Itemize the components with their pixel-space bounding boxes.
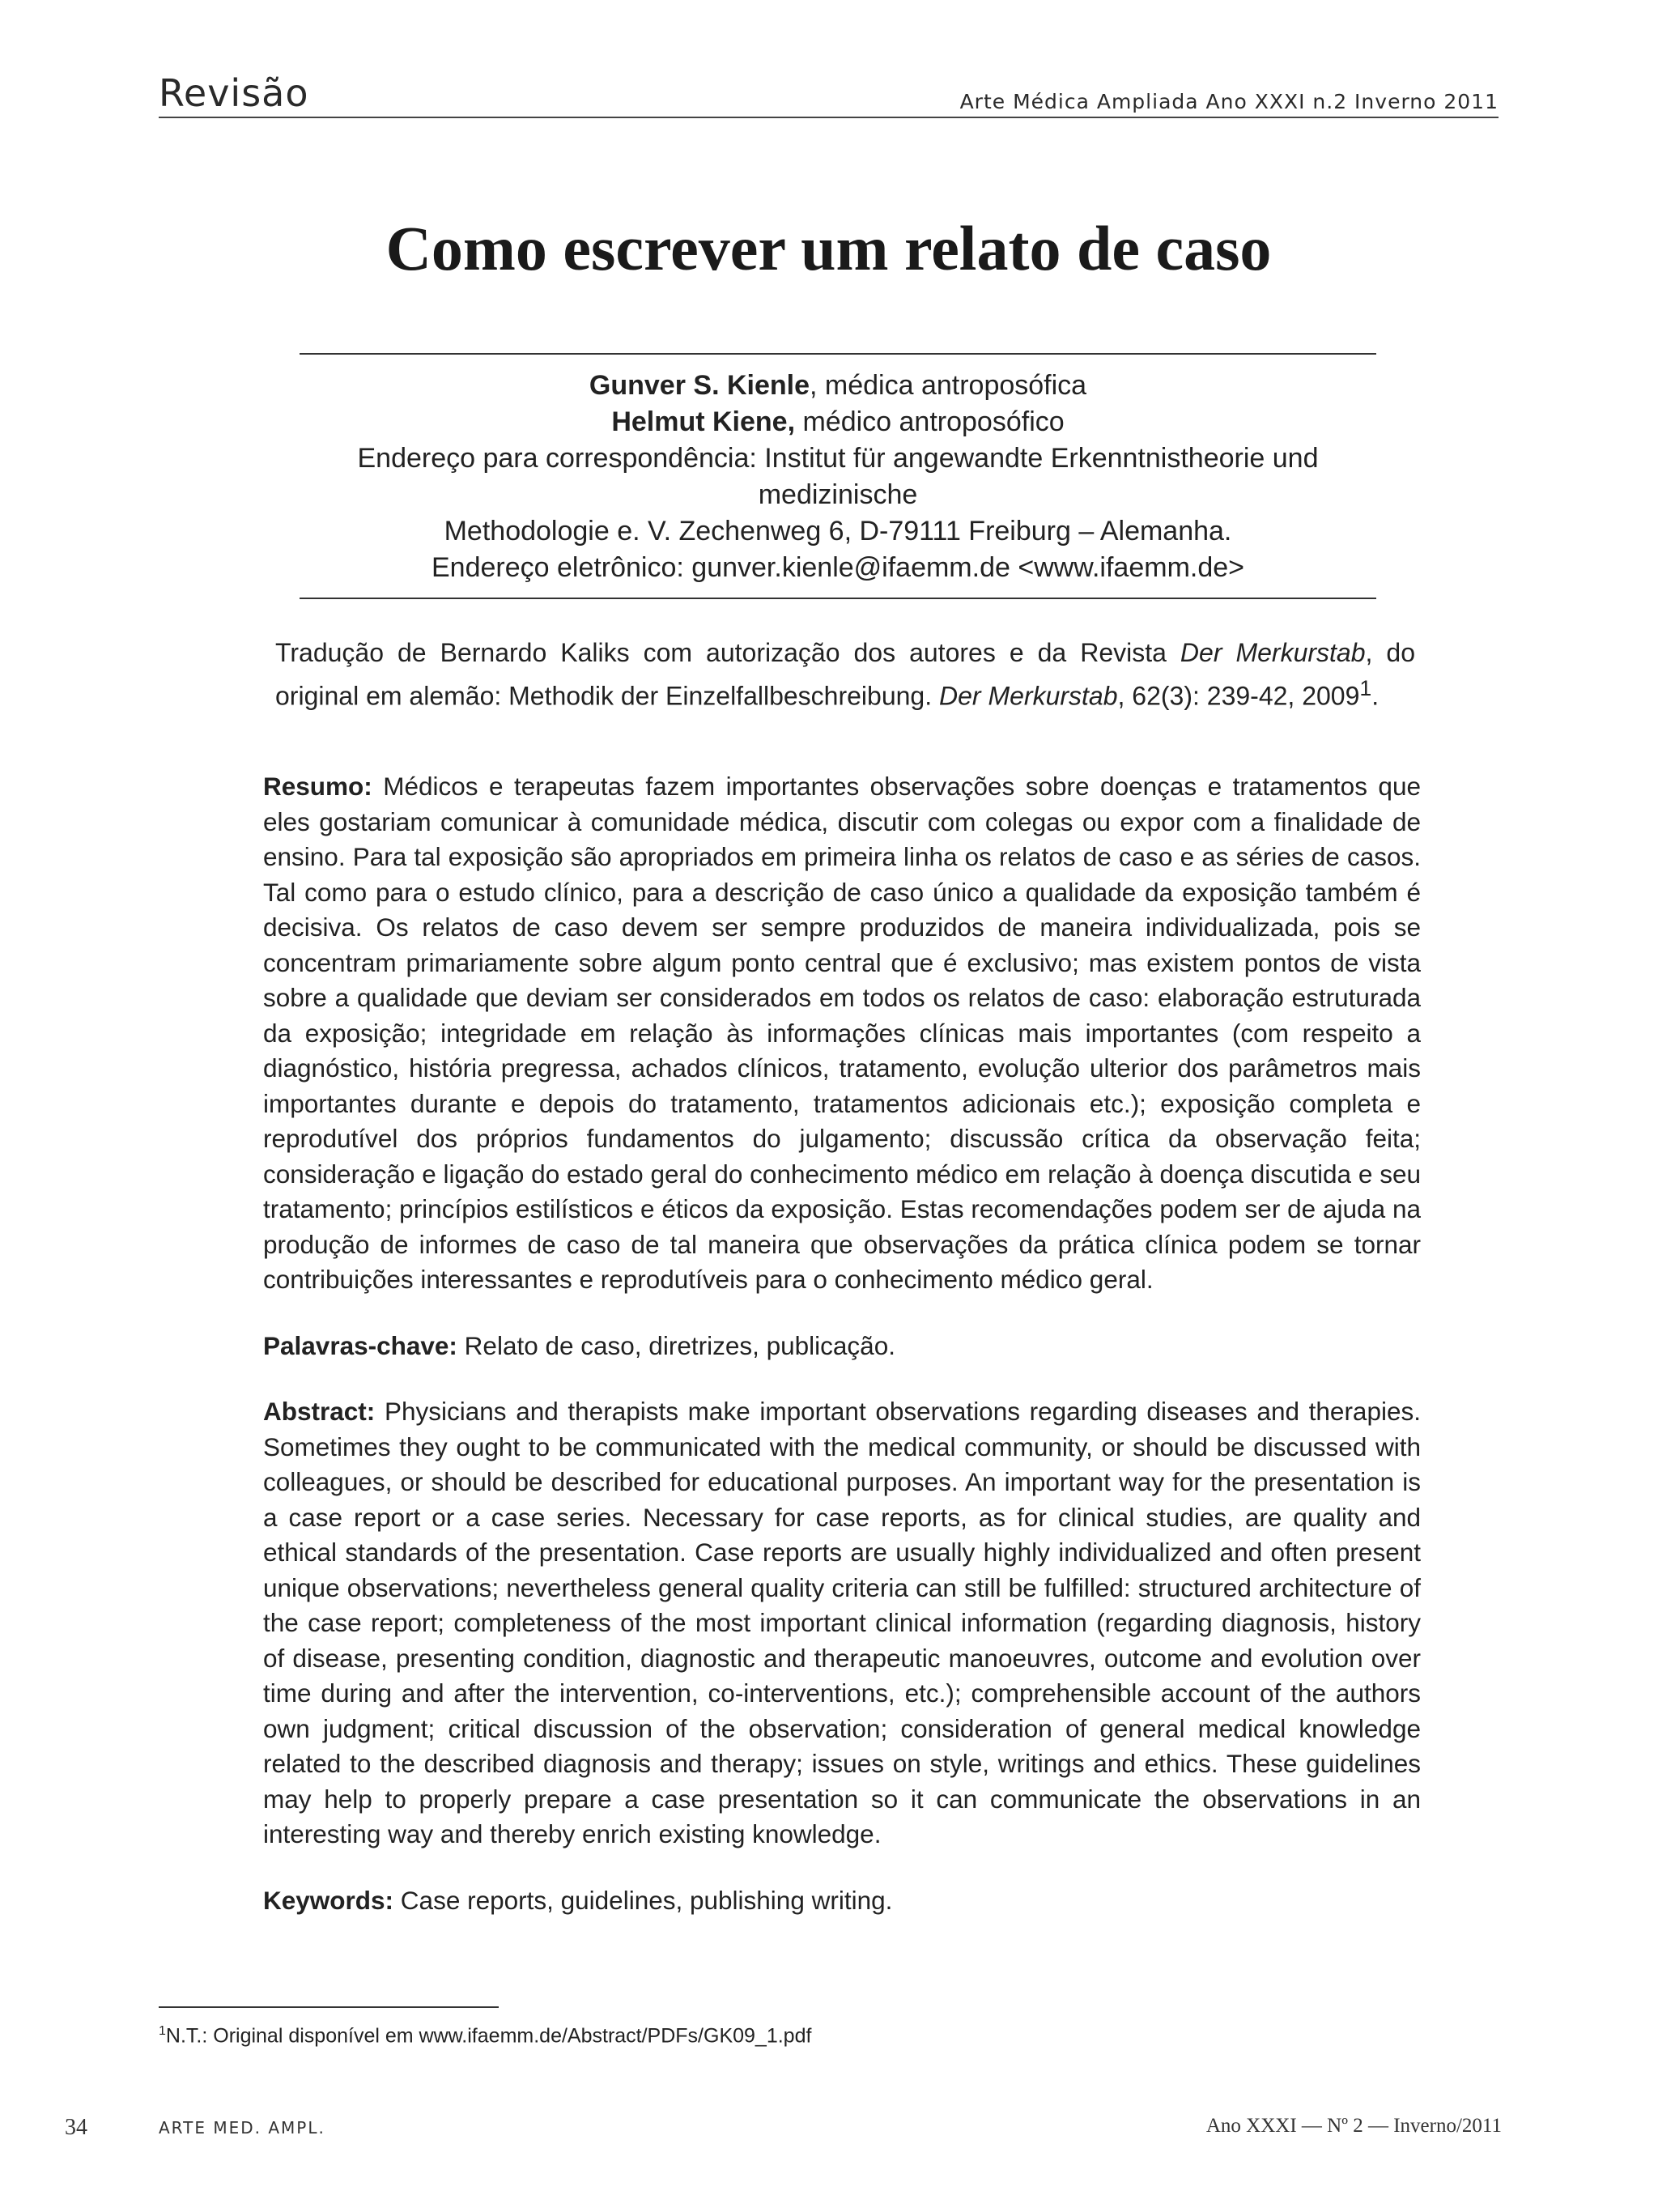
footnote xyxy=(159,2024,811,2048)
footer-issue: Ano XXXI — Nº 2 — Inverno/2011 xyxy=(1205,2115,1502,2137)
abstract-label: Abstract: xyxy=(263,1397,376,1426)
abstract-paragraph xyxy=(263,1394,1421,1853)
footnote-reference: 1 xyxy=(1359,676,1372,700)
translation-journal-2: Der Merkurstab xyxy=(939,681,1118,711)
author-1-name: Gunver S. Kienle xyxy=(589,370,810,401)
article-body xyxy=(263,769,1421,1949)
resumo-label: Resumo: xyxy=(263,772,372,801)
translation-text-4: . xyxy=(1371,681,1380,711)
resumo-text: Médicos e terapeutas fazem importantes observações sobre doenças e tratamentos que eles gostariam comunicar à comunidade médica, discutir com colegas ou expor com a finalidade de ensino. Para tal exposição são apropriados em primeira linha os relatos de caso e as séries de casos. Tal como para o estudo clínico, para a descrição de caso único a qualidade da exposição também é decisiva. Os relatos de caso devem ser sempre produzidos de maneira individualizada, pois se concentram primariamente sobre algum ponto central que é exclusivo; mas existem pontos de vista sobre a qualidade que deviam ser considerados em todos os relatos de caso: elaboração estruturada da exposição; integridade em relação às informações clínicas mais importantes (com respeito a diagnóstico, história pregressa, achados clínicos, tratamento, evolução ulterior dos parâmetros mais importantes durante e depois do tratamento, tratamentos adicionais etc.); exposição completa e reprodutível dos próprios fundamentos do julgamento; discussão crítica da observação feita; consideração e ligação do estado geral do conhecimento médico em relação à doença discutida e seu tratamento; princípios estilísticos e éticos da exposição. Estas recomendações podem ser de ajuda na produção de informes de caso de tal maneira que observações da prática clínica podem se tornar contribuições interessantes e reprodutíveis para o conhecimento médico geral. xyxy=(263,772,1421,1294)
running-header xyxy=(159,71,1499,118)
abstract-text: Physicians and therapists make important observations regarding diseases and therapies. Sometimes they ought to be communicated with the medical community, or should be discussed with colleagues, or should be described for educational purposes. An important way for the presentation is a case report or a case series. Necessary for case reports, as for clinical studies, are quality and ethical standards of the presentation. Case reports are usually highly individualized and often present unique observations; nevertheless general quality criteria can still be fulfilled: structured architecture of the case report; completeness of the most important clinical information (regarding diagnosis, history of disease, presenting condition, diagnostic and therapeutic manoeuvres, outcome and evolution over time during and after the intervention, co-interventions, etc.); comprehensible account of the authors own judgment; critical discussion of the observation; consideration of general medical knowledge related to the described diagnosis and therapy; issues on style, writings and ethics. These guidelines may help to properly prepare a case presentation so it can communicate the observations in an interesting way and thereby enrich existing knowledge. xyxy=(263,1397,1421,1848)
keywords-text: Case reports, guidelines, publishing writing. xyxy=(393,1885,893,1915)
author-2-name: Helmut Kiene, xyxy=(611,406,796,437)
footnote-rule xyxy=(159,2006,499,2008)
footnote-text: N.T.: Original disponível em www.ifaemm.de/Abstract/PDFs/GK09_1.pdf xyxy=(165,2024,812,2048)
palavras-chave-label: Palavras-chave: xyxy=(263,1330,457,1360)
address-line-2: Methodologie e. V. Zechenweg 6, D-79111 Freiburg – Alemanha. xyxy=(444,516,1232,547)
author-line-2 xyxy=(300,404,1376,440)
journal-header-label: Arte Médica Ampliada Ano XXXI n.2 Inverno 2011 xyxy=(959,90,1499,113)
author-block xyxy=(300,353,1376,599)
translation-text-2: , do original em alemão: Methodik der Einzelfallbeschreibung. xyxy=(275,638,1415,711)
resumo-paragraph xyxy=(263,769,1421,1298)
page-footer xyxy=(65,2115,1502,2147)
page-number: 34 xyxy=(65,2115,87,2140)
address-line-1: Endereço para correspondência: Institut für angewandte Erkenntnistheorie und medizinische xyxy=(357,443,1319,510)
author-block-bottom-rule xyxy=(300,598,1376,599)
email-line: Endereço eletrônico: gunver.kienle@ifaemm.de <www.ifaemm.de> xyxy=(431,552,1245,583)
article-title: Como escrever um relato de caso xyxy=(385,213,1272,283)
footnote-mark: 1 xyxy=(159,2024,166,2038)
author-1-role: , médica antroposófica xyxy=(810,370,1087,401)
translation-journal-1: Der Merkurstab xyxy=(1180,638,1366,667)
header-rule xyxy=(159,117,1499,118)
section-label: Revisão xyxy=(159,71,309,115)
keywords-label: Keywords: xyxy=(263,1885,394,1915)
palavras-chave-paragraph xyxy=(263,1329,1421,1364)
keywords-paragraph xyxy=(263,1883,1421,1919)
translation-text-3: , 62(3): 239-42, 2009 xyxy=(1117,681,1360,711)
author-line-1 xyxy=(300,368,1376,404)
author-2-role: médico antroposófico xyxy=(795,406,1065,437)
palavras-chave-text: Relato de caso, diretrizes, publicação. xyxy=(457,1330,895,1360)
footer-journal-name: ARTE MED. AMPL. xyxy=(159,2118,325,2138)
translation-text-1: Tradução de Bernardo Kaliks com autorização dos autores e da Revista xyxy=(275,638,1180,667)
translation-note xyxy=(275,635,1415,714)
